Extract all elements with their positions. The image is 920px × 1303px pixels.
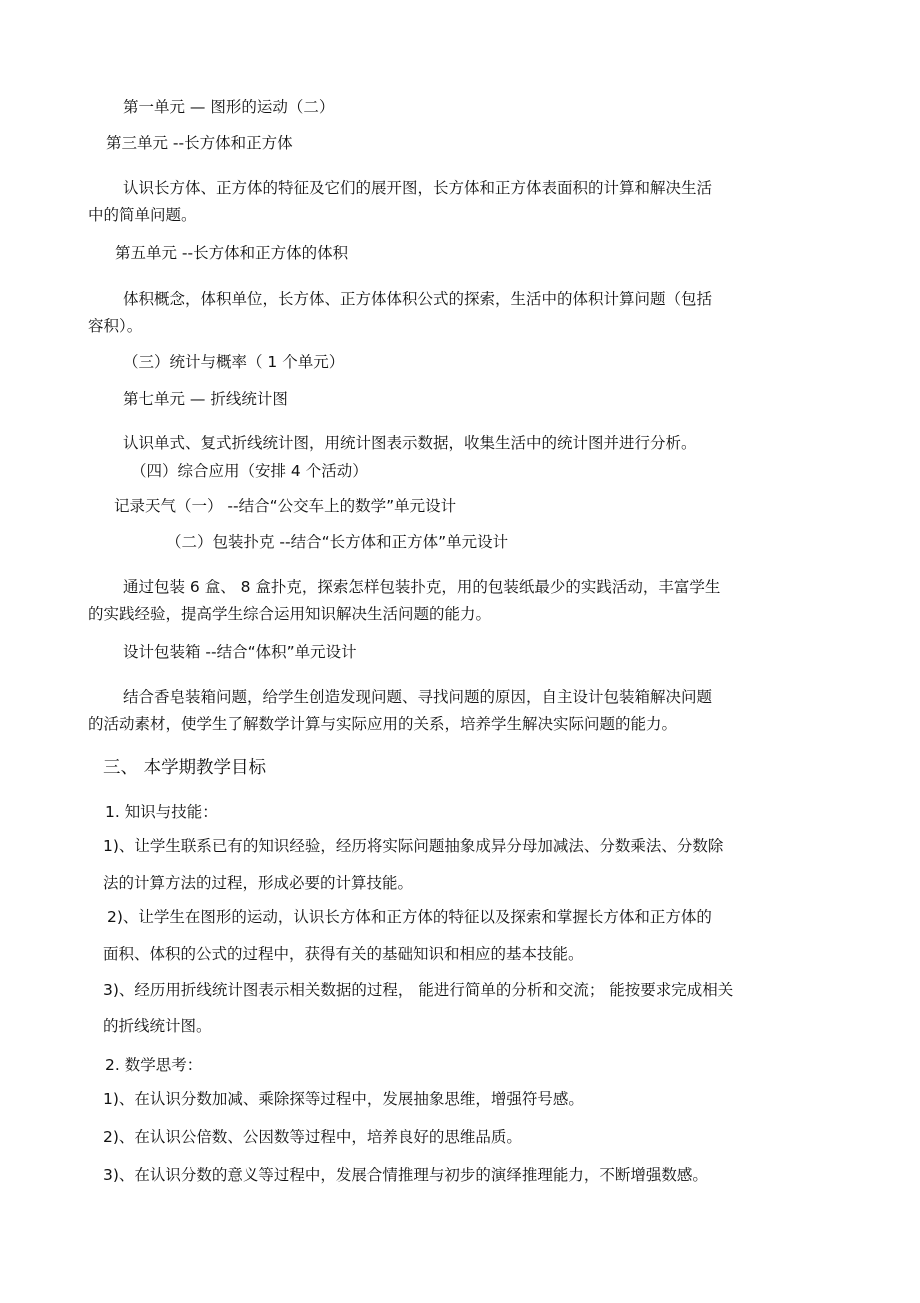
- activity-3-text-line-2: 的活动素材，使学生了解数学计算与实际应用的关系，培养学生解决实际问题的能力。: [88, 715, 678, 733]
- unit-7-text: 认识单式、复式折线统计图，用统计图表示数据，收集生活中的统计图并进行分析。: [123, 434, 697, 452]
- unit-5-text-line-1: 体积概念，体积单位，长方体、正方体体积公式的探索，生活中的体积计算问题（包括: [123, 290, 713, 308]
- unit-7-heading: 第七单元 — 折线统计图: [123, 390, 288, 408]
- goal-1-item-1-line-1: 1)、让学生联系已有的知识经验，经历将实际问题抽象成异分母加减法、分数乘法、分数除: [103, 837, 724, 855]
- unit-5-text-line-2: 容积）。: [88, 317, 143, 335]
- activity-2-text-line-1: 通过包装 6 盒、 8 盒扑克，探索怎样包装扑克，用的包装纸最少的实践活动，丰富学生: [123, 578, 721, 596]
- goal-1-item-2-line-2: 面积、体积的公式的过程中，获得有关的基础知识和相应的基本技能。: [103, 945, 584, 963]
- unit-3-text-line-2: 中的简单问题。: [88, 206, 197, 224]
- goal-1-item-3-line-1: 3)、经历用折线统计图表示相关数据的过程， 能进行简单的分析和交流； 能按要求完成相关: [103, 981, 734, 999]
- goal-2-item-3: 3)、在认识分数的意义等过程中，发展合情推理与初步的演绎推理能力，不断增强数感。: [103, 1166, 708, 1184]
- goal-1-item-3-line-2: 的折线统计图。: [103, 1017, 212, 1035]
- goal-2-item-1: 1)、在认识分数加减、乘除探等过程中，发展抽象思维，增强符号感。: [103, 1090, 584, 1108]
- activity-2-heading: （二）包装扑克 --结合“长方体和正方体”单元设计: [166, 533, 509, 551]
- section-three-heading: 三、 本学期教学目标: [103, 758, 267, 778]
- goal-2-heading: 2. 数学思考：: [105, 1056, 203, 1074]
- activity-3-heading: 设计包装箱 --结合“体积”单元设计: [123, 643, 357, 661]
- goal-1-item-1-line-2: 法的计算方法的过程，形成必要的计算技能。: [103, 874, 414, 892]
- goal-2-item-2: 2)、在认识公倍数、公因数等过程中，培养良好的思维品质。: [103, 1128, 522, 1146]
- unit-1-heading: 第一单元 — 图形的运动（二）: [123, 98, 335, 116]
- goal-1-item-2-line-1: 2)、让学生在图形的运动，认识长方体和正方体的特征以及探索和掌握长方体和正方体的: [107, 908, 712, 926]
- section-3-heading: （三）统计与概率（ 1 个单元）: [123, 353, 345, 371]
- activity-2-text-line-2: 的实践经验，提高学生综合运用知识解决生活问题的能力。: [88, 605, 492, 623]
- unit-5-heading: 第五单元 --长方体和正方体的体积: [115, 244, 349, 262]
- unit-3-heading: 第三单元 --长方体和正方体: [106, 134, 293, 152]
- activity-3-text-line-1: 结合香皂装箱问题，给学生创造发现问题、寻找问题的原因，自主设计包装箱解决问题: [123, 688, 713, 706]
- activity-1-heading: 记录天气（一） --结合“公交车上的数学”单元设计: [114, 497, 457, 515]
- section-4-heading: （四）综合应用（安排 4 个活动）: [131, 462, 368, 480]
- goal-1-heading: 1. 知识与技能：: [105, 803, 218, 821]
- unit-3-text-line-1: 认识长方体、正方体的特征及它们的展开图，长方体和正方体表面积的计算和解决生活: [123, 179, 713, 197]
